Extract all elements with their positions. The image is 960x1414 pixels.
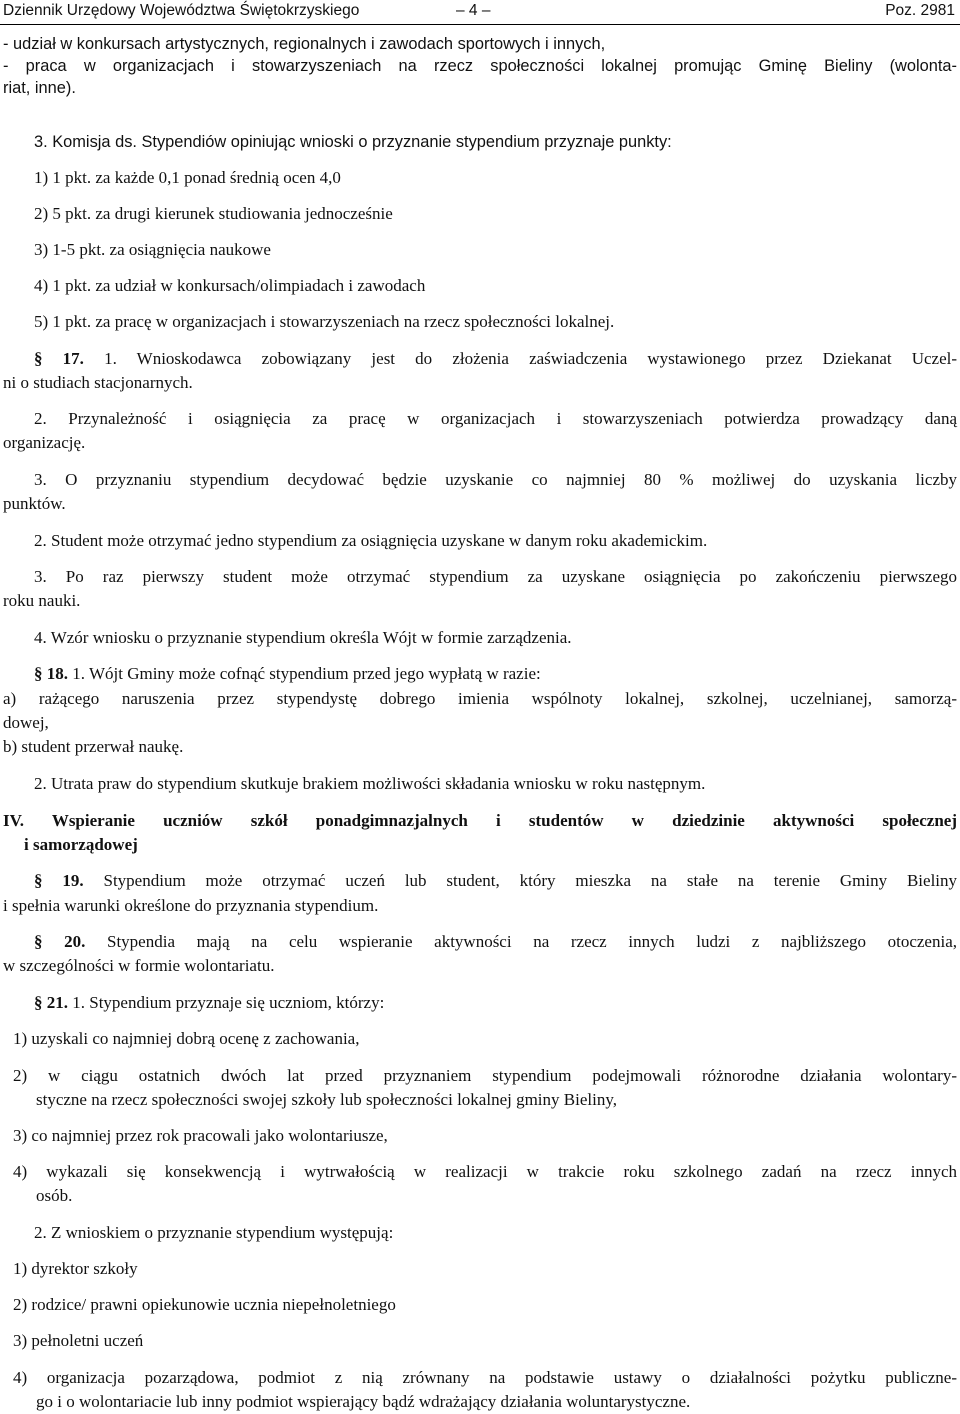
list-item: 3) 1-5 pkt. za osiągnięcia naukowe bbox=[34, 240, 271, 259]
list-item: 2) 5 pkt. za drugi kierunek studiowania jednocześnie bbox=[34, 204, 393, 223]
text-line: a) rażącego naruszenia przez stypendystę dobrego imienia wspólnoty lokalnej, szkolnej, uczelnianej, samorzą- bbox=[3, 689, 957, 708]
section-heading: IV. Wspieranie uczniów szkół ponadgimnazjalnych i studentów w dziedzinie aktywności społecznej bbox=[3, 811, 957, 830]
text-line: go i o wolontariacie lub inny podmiot wspierający bądź wdrażający działania woluntarystyczne. bbox=[36, 1392, 691, 1411]
point-number: 1. bbox=[72, 664, 85, 683]
text-line: - praca w organizacjach i stowarzyszeniach na rzecz społeczności lokalnej promując Gminę Bieliny (wolonta- bbox=[3, 57, 957, 75]
list-item: 4) organizacja pozarządowa, podmiot z nią zrównany na podstawie ustawy o działalności pożytku publiczne- bbox=[13, 1368, 957, 1387]
text-line: 3. Po raz pierwszy student może otrzymać stypendium za uzyskane osiągnięcia po zakończeniu pierwszego bbox=[34, 567, 957, 586]
section-heading-cont: i samorządowej bbox=[24, 835, 138, 854]
list-item: 1) 1 pkt. za każde 0,1 ponad średnią ocen 4,0 bbox=[34, 168, 341, 187]
paragraph-19: § 19. Stypendium może otrzymać uczeń lub student, który mieszka na stałe na terenie Gminy Bieliny bbox=[34, 871, 958, 890]
text-line: 3. Komisja ds. Stypendiów opiniując wnioski o przyznanie stypendium przyznaje punkty: bbox=[34, 133, 672, 151]
text-line: 2. Student może otrzymać jedno stypendium za osiągnięcia uzyskane w danym roku akademickim. bbox=[34, 531, 708, 550]
point-number: 3. bbox=[34, 470, 47, 489]
paragraph-18-1: § 18. 1. Wójt Gminy może cofnąć stypendium przed jego wypłatą w razie: bbox=[34, 664, 541, 683]
text-line: ni o studiach stacjonarnych. bbox=[3, 373, 193, 392]
paragraph-17-2: 2. Przynależność i osiągnięcia za pracę w organizacjach i stowarzyszeniach potwierdza prowadzący daną bbox=[34, 409, 958, 428]
journal-title: Dziennik Urzędowy Województwa Świętokrzyskiego bbox=[3, 2, 360, 19]
text-line: organizację. bbox=[3, 433, 86, 452]
list-item: 3) co najmniej przez rok pracowali jako wolontariusze, bbox=[13, 1126, 388, 1145]
list-item: 1) uzyskali co najmniej dobrą ocenę z zachowania, bbox=[13, 1029, 360, 1048]
text-line: - udział w konkursach artystycznych, regionalnych i zawodach sportowych i innych, bbox=[3, 35, 606, 53]
text-line: riat, inne). bbox=[3, 79, 76, 97]
text-line: 2. Z wnioskiem o przyznanie stypendium występują: bbox=[34, 1223, 394, 1242]
section-mark: § 17. bbox=[34, 349, 84, 368]
text-line: 2. Utrata praw do stypendium skutkuje brakiem możliwości składania wniosku w roku następnym. bbox=[34, 774, 706, 793]
text-line: roku nauki. bbox=[3, 591, 81, 610]
text-line: i spełnia warunki określone do przyznania stypendium. bbox=[3, 896, 379, 915]
text-line: styczne na rzecz społeczności swojej szkoły lub społeczności lokalnej gminy Bieliny, bbox=[36, 1090, 617, 1109]
point-number: 1. bbox=[72, 993, 85, 1012]
position-number: Poz. 2981 bbox=[885, 2, 955, 19]
section-mark: § 21. bbox=[34, 993, 68, 1012]
page-header bbox=[0, 0, 960, 25]
point-number: 1. bbox=[104, 349, 117, 368]
section-mark: § 19. bbox=[34, 871, 84, 890]
text-line: w szczególności w formie wolontariatu. bbox=[3, 956, 275, 975]
text-line: punktów. bbox=[3, 494, 66, 513]
text-line: b) student przerwał naukę. bbox=[3, 737, 184, 756]
text-line: 4. Wzór wniosku o przyznanie stypendium określa Wójt w formie zarządzenia. bbox=[34, 628, 572, 647]
list-item: 4) 1 pkt. za udział w konkursach/olimpiadach i zawodach bbox=[34, 276, 426, 295]
paragraph-17-3: 3. O przyznaniu stypendium decydować będzie uzyskanie co najmniej 80 % możliwej do uzyskania liczby bbox=[34, 470, 957, 489]
list-item: 5) 1 pkt. za pracę w organizacjach i stowarzyszeniach na rzecz społeczności lokalnej. bbox=[34, 312, 615, 331]
text-line: dowej, bbox=[3, 713, 49, 732]
page-number: – 4 – bbox=[456, 2, 491, 19]
list-item: 3) pełnoletni uczeń bbox=[13, 1331, 144, 1350]
paragraph-20: § 20. Stypendia mają na celu wspieranie aktywności na rzecz innych ludzi z najbliższego otoczenia, bbox=[34, 932, 957, 951]
text-line: osób. bbox=[36, 1186, 73, 1205]
point-number: 2. bbox=[34, 409, 47, 428]
section-mark: § 18. bbox=[34, 664, 68, 683]
paragraph-21-1: § 21. 1. Stypendium przyznaje się uczniom, którzy: bbox=[34, 993, 385, 1012]
list-item: 4) wykazali się konsekwencją i wytrwałością w realizacji w trakcie roku szkolnego zadań na rzecz innych bbox=[13, 1162, 957, 1181]
section-mark: § 20. bbox=[34, 932, 86, 951]
list-item: 2) w ciągu ostatnich dwóch lat przed przyznaniem stypendium podejmowali różnorodne działania wolontary- bbox=[13, 1066, 957, 1085]
paragraph-17-1: § 17. 1. Wnioskodawca zobowiązany jest do złożenia zaświadczenia wystawionego przez Dziekanat Uczel- bbox=[34, 349, 958, 368]
list-item: 1) dyrektor szkoły bbox=[13, 1259, 138, 1278]
list-item: 2) rodzice/ prawni opiekunowie ucznia niepełnoletniego bbox=[13, 1295, 396, 1314]
section-number: IV. bbox=[3, 811, 24, 830]
